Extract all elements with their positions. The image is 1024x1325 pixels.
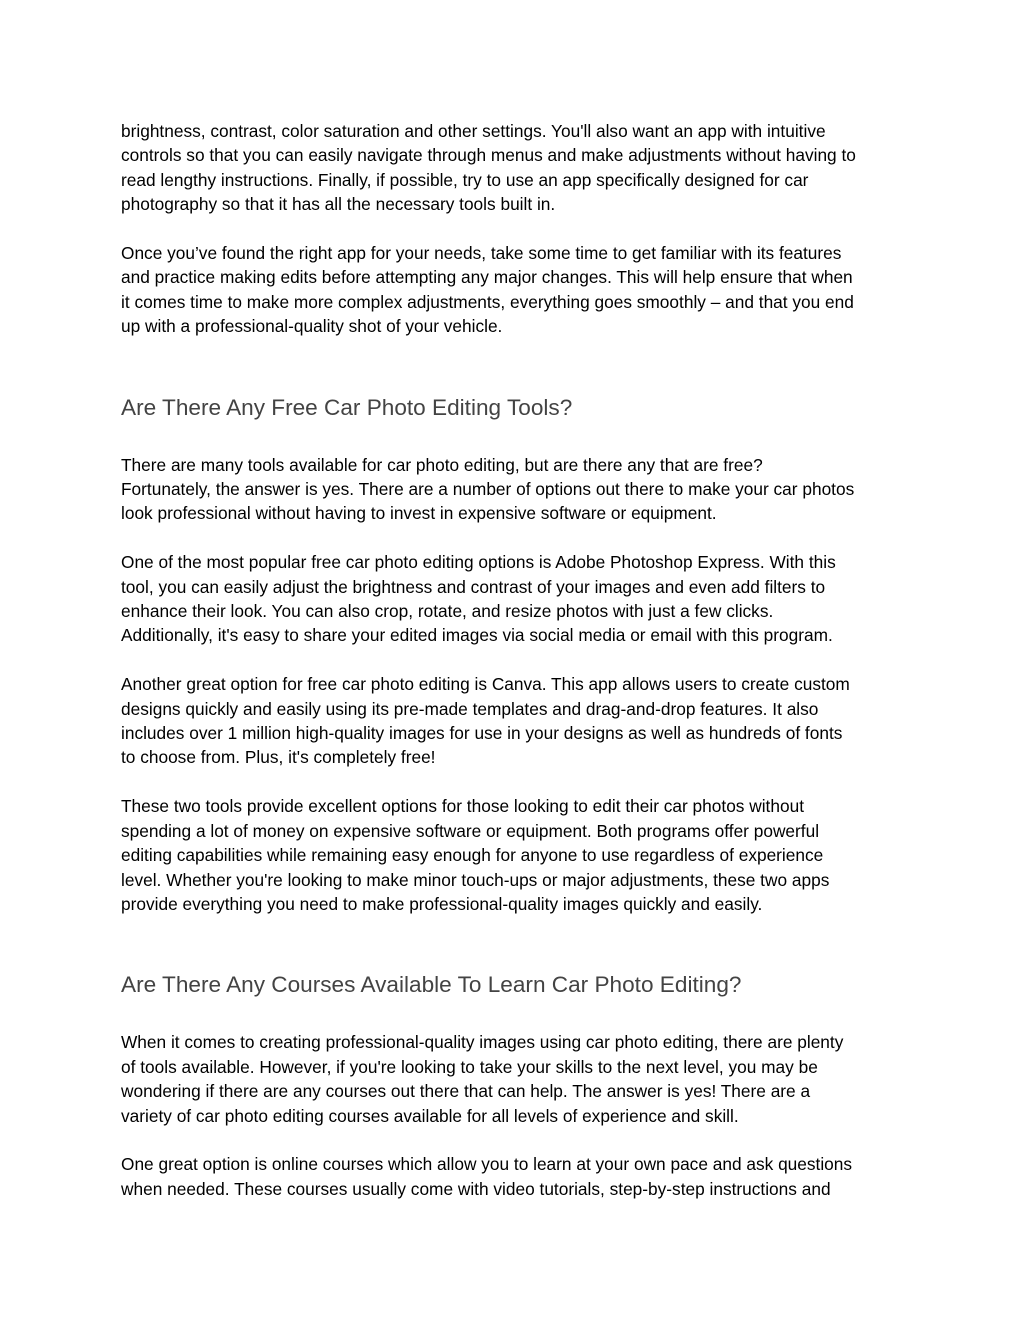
text-line: editing capabilities while remaining easy enough for anyone to use regardless of experience [121,845,824,866]
text-line: provide everything you need to make professional-quality images quickly and easily. [121,893,763,914]
text-line: and practice making edits before attempting any major changes. This will help ensure that when [121,267,853,288]
document-body [121,119,911,1201]
text-line: Another great option for free car photo editing is Canva. This app allows users to create custom [121,674,850,695]
text-line: when needed. These courses usually come with video tutorials, step-by-step instructions and [121,1178,831,1199]
text-line: One great option is online courses which allow you to learn at your own pace and ask questions [121,1154,853,1175]
text-line: Once you’ve found the right app for your needs, take some time to get familiar with its features [121,243,842,264]
paragraph-free-tools-4 [121,794,911,916]
text-line: tool, you can easily adjust the brightness and contrast of your images and even add filters to [121,576,826,597]
text-line: enhance their look. You can also crop, rotate, and resize photos with just a few clicks. [121,601,774,622]
text-line: level. Whether you're looking to make minor touch-ups or major adjustments, these two apps [121,869,830,890]
text-line: of tools available. However, if you're looking to take your skills to the next level, you may be [121,1056,818,1077]
text-line: look professional without having to invest in expensive software or equipment. [121,503,717,524]
text-line: includes over 1 million high-quality images for use in your designs as well as hundreds of fonts [121,723,843,744]
text-line: wondering if there are any courses out there that can help. The answer is yes! There are a [121,1081,811,1102]
text-line: When it comes to creating professional-quality images using car photo editing, there are plenty [121,1032,844,1053]
section-heading-courses: Are There Any Courses Available To Learn Car Photo Editing? [121,972,742,998]
text-line: Fortunately, the answer is yes. There are a number of options out there to make your car photos [121,479,855,500]
text-line: brightness, contrast, color saturation and other settings. You'll also want an app with intuitive [121,121,826,141]
text-line: up with a professional-quality shot of your vehicle. [121,316,503,337]
text-line: variety of car photo editing courses available for all levels of experience and skill. [121,1105,739,1126]
paragraph-intro-1 [121,119,911,217]
paragraph-intro-2 [121,241,911,339]
paragraph-free-tools-3 [121,672,911,770]
text-line: photography so that it has all the necessary tools built in. [121,194,556,215]
text-line: read lengthy instructions. Finally, if possible, try to use an app specifically designed for car [121,169,809,190]
text-line: spending a lot of money on expensive software or equipment. Both programs offer powerful [121,820,820,841]
text-line: controls so that you can easily navigate through menus and make adjustments without having to [121,145,856,166]
text-line: to choose from. Plus, it's completely free! [121,747,436,768]
text-line: There are many tools available for car photo editing, but are there any that are free? [121,454,763,475]
text-line: These two tools provide excellent options for those looking to edit their car photos without [121,796,804,817]
paragraph-courses-1 [121,1030,911,1128]
paragraph-free-tools-2 [121,550,911,648]
text-line: it comes time to make more complex adjustments, everything goes smoothly – and that you end [121,291,854,312]
paragraph-free-tools-1 [121,453,911,526]
text-line: Additionally, it's easy to share your edited images via social media or email with this program. [121,625,833,646]
section-heading-free-tools: Are There Any Free Car Photo Editing Tools? [121,394,573,420]
text-line: designs quickly and easily using its pre-made templates and drag-and-drop features. It also [121,698,819,719]
text-line: One of the most popular free car photo editing options is Adobe Photoshop Express. With this [121,552,836,573]
paragraph-courses-2 [121,1152,911,1201]
